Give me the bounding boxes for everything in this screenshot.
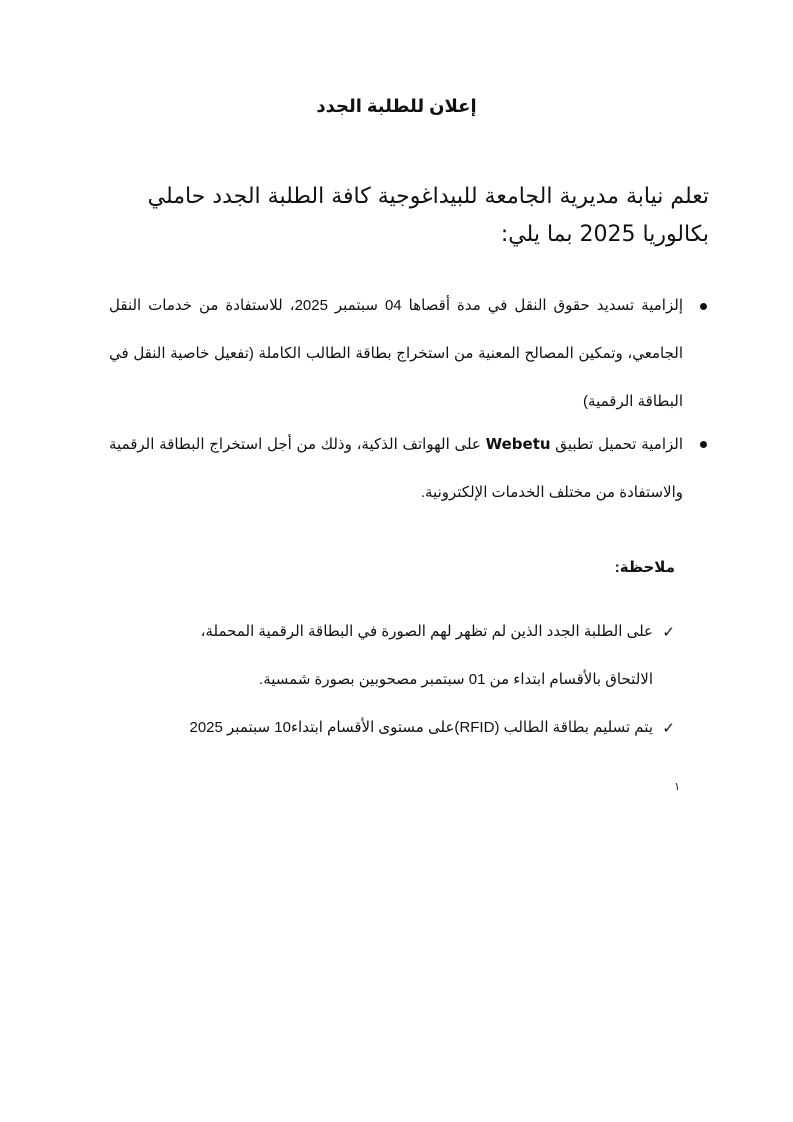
announcement-title: إعلان للطلبة الجدد — [316, 96, 477, 116]
bullet-dot-icon — [700, 441, 707, 448]
note-line: الالتحاق بالأقسام ابتداء من 01 سبتمبر مصحوبين بصورة شمسية. — [259, 671, 653, 688]
list-item-text-before: الزامية تحميل تطبيق — [550, 436, 683, 453]
list-item-text-after: على الهواتف الذكية، وذلك من أجل استخراج البطاقة الرقمية والاستفادة من مختلف الخدمات الإلكترونية. — [109, 436, 683, 501]
bullet-dot-icon — [700, 303, 707, 310]
note-line: على الطلبة الجدد الذين لم تظهر لهم الصورة في البطاقة الرقمية المحملة، — [200, 623, 653, 640]
requirements-list — [109, 282, 709, 517]
notes-list — [115, 608, 675, 752]
page-number: ١ — [674, 780, 680, 793]
list-item-webetu-app — [109, 420, 709, 517]
list-item-text: إلزامية تسديد حقوق النقل في مدة أقصاها 04 سبتمبر 2025، للاستفادة من خدمات النقل الجامعي، وتمكين المصالح المعنية من استخراج بطاقة الطالب الكاملة (تفعيل خاصية النقل في البطاقة الرقمية) — [109, 297, 683, 410]
note-item-photo — [115, 608, 675, 704]
intro-paragraph: تعلم نيابة مديرية الجامعة للبيداغوجية كافة الطلبة الجدد حاملي بكالوريا 2025 بما يلي: — [147, 184, 709, 247]
check-mark-icon: ✓ — [662, 623, 675, 641]
list-item-transport-fees — [109, 282, 709, 426]
note-heading: ملاحظة: — [614, 559, 675, 576]
app-name: Webetu — [485, 435, 551, 453]
note-line: يتم تسليم بطاقة الطالب (RFID)على مستوى الأقسام ابتداء10 سبتمبر 2025 — [189, 719, 653, 736]
note-item-rfid-card — [115, 704, 675, 752]
check-mark-icon: ✓ — [662, 719, 675, 737]
